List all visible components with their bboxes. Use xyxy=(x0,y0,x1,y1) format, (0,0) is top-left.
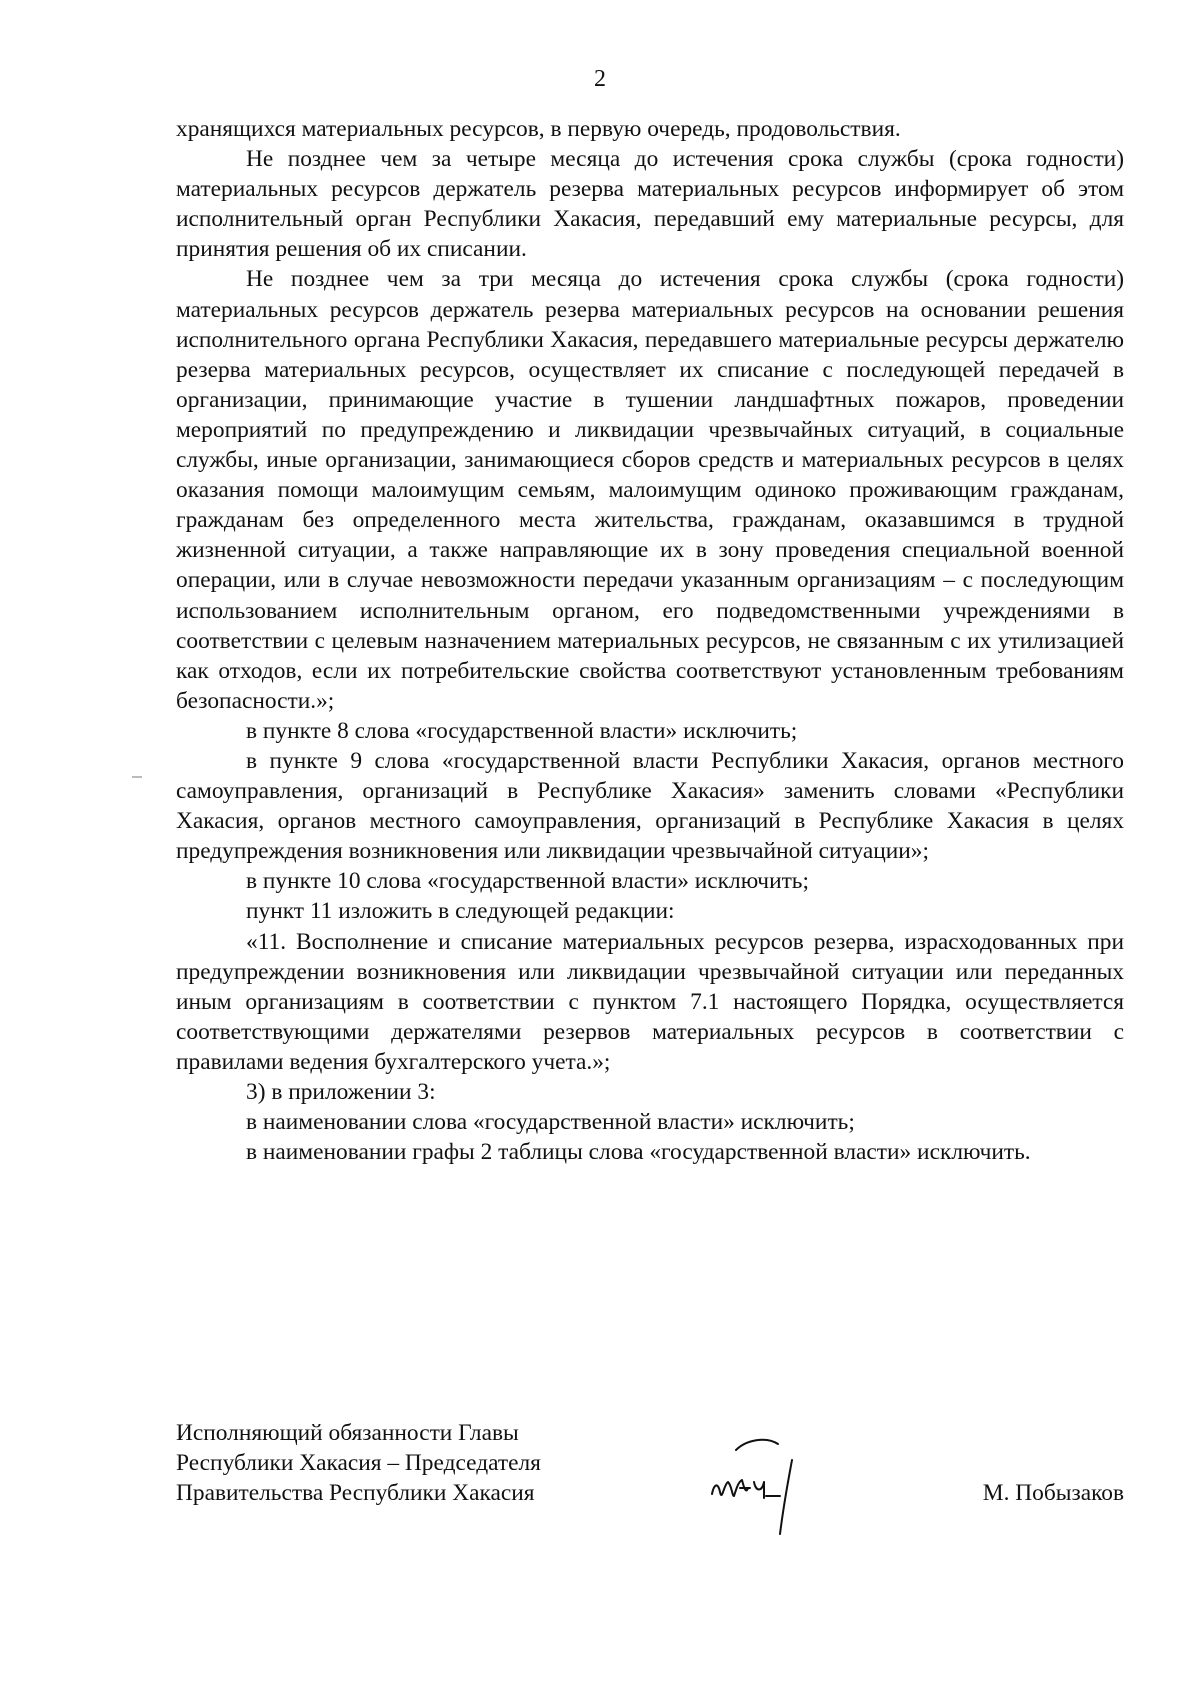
paragraph: Не позднее чем за четыре месяца до истечения срока службы (срока годности) материальных ресурсов держатель резерва материальных ресурсов информирует об этом исполнительный орган Республики Хакасия, передавший ему материальные ресурсы, для принятия решения об их списании. xyxy=(176,146,1124,263)
page-number: 2 xyxy=(594,66,606,92)
paragraph: в наименовании слова «государственной власти» исключить; xyxy=(246,1109,855,1136)
paragraph: пункт 11 изложить в следующей редакции: xyxy=(246,898,675,925)
handwritten-signature xyxy=(696,1422,816,1542)
signatory-position-line: Исполняющий обязанности Главы xyxy=(176,1420,519,1446)
paragraph: «11. Восполнение и списание материальных ресурсов резерва, израсходованных при предупреждении возникновения или ликвидации чрезвычайной ситуации или переданных иным организациям в соответствии с пунктом 7.1 настоящего Порядка, осуществляется соответствующими держателями резервов материальных ресурсов в соответствии с правилами ведения бухгалтерского учета.»; xyxy=(176,928,1124,1075)
paragraph: в наименовании графы 2 таблицы слова «государственной власти» исключить. xyxy=(246,1139,1031,1166)
signature-block xyxy=(176,1418,1124,1528)
signatory-position-line: Республики Хакасия – Председателя xyxy=(176,1450,541,1476)
signatory-position-line: Правительства Республики Хакасия xyxy=(176,1480,535,1506)
signatory-name: М. Побызаков xyxy=(982,1480,1124,1506)
paragraph: в пункте 8 слова «государственной власти» исключить; xyxy=(246,717,798,744)
paragraph: в пункте 10 слова «государственной власти» исключить; xyxy=(246,868,809,895)
paragraph: Не позднее чем за три месяца до истечения срока службы (срока годности) материальных ресурсов держатель резерва материальных ресурсов на основании решения исполнительного органа Республики Хакасия, передавшего материальные ресурсы держателю резерва материальных ресурсов, осуществляет их списание с последующей передачей в организации, принимающие участие в тушении ландшафтных пожаров, проведении мероприятий по предупреждению и ликвидации чрезвычайных ситуаций, в социальные службы, иные организации, занимающиеся сборов средств и материальных ресурсов в целях оказания помощи малоимущим семьям, малоимущим одиноко проживающим гражданам, гражданам без определенного места жительства, гражданам, оказавшимся в трудной жизненной ситуации, а также направляющие их в зону проведения специальной военной операции, или в случае невозможности передачи указанным организациям – с последующим использованием исполнительным органом, его подведомственными учреждениями в соответствии с целевым назначением материальных ресурсов, не связанным с их утилизацией как отходов, если их потребительские свойства соответствуют установленным требованиям безопасности.»; xyxy=(176,266,1124,714)
document-body xyxy=(176,114,1124,1167)
signatory-position xyxy=(176,1418,541,1508)
paragraph: хранящихся материальных ресурсов, в первую очередь, продовольствия. xyxy=(176,116,901,142)
paragraph: 3) в приложении 3: xyxy=(246,1079,436,1105)
margin-mark xyxy=(132,776,142,778)
paragraph: в пункте 9 слова «государственной власти Республики Хакасия, органов местного самоуправления, организаций в Республике Хакасия» заменить словами «Республики Хакасия, органов местного самоуправления, организаций в Республике Хакасия в целях предупреждения возникновения или ликвидации чрезвычайной ситуации»; xyxy=(176,747,1124,865)
